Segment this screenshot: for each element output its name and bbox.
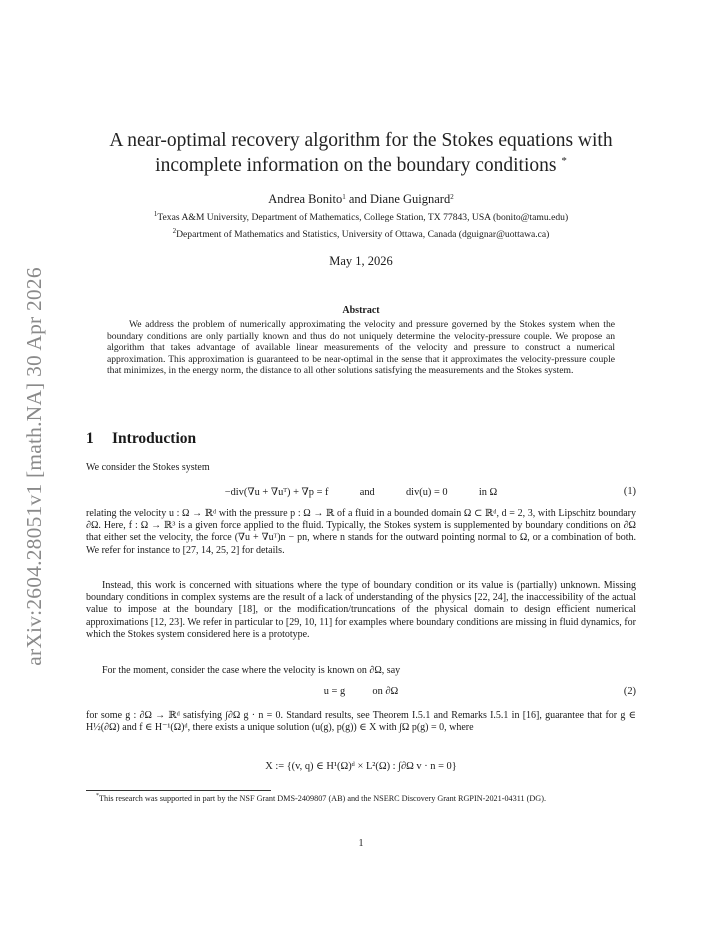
footnote-rule	[86, 790, 271, 791]
eq2-condition: u = g	[323, 686, 346, 697]
eq3-space-definition: X := {(v, q) ∈ H¹(Ω)ᵈ × L²(Ω) : ∫∂Ω v · n = 0}	[265, 761, 457, 772]
arxiv-identifier: arXiv:2604.28051v1 [math.NA] 30 Apr 2026	[21, 266, 46, 666]
paragraph-3: For the moment, consider the case where the velocity is known on ∂Ω, say	[102, 665, 401, 676]
affiliation-2: $^2$Department of Mathematics and Statistics, University of Ottawa, Canada (dguignar@uottawa.ca)	[172, 227, 550, 240]
eq1-domain: in Ω	[478, 487, 498, 498]
title-footnote-mark[interactable]: *	[561, 155, 567, 167]
eq1-and: and	[359, 487, 375, 498]
equation-2	[86, 686, 636, 702]
footnote: *This research was supported in part by the NSF Grant DMS-2409807 (AB) and the NSERC Discovery Grant RGPIN-2021-04311 (DG).	[96, 793, 546, 803]
equation-1	[86, 486, 636, 502]
publication-date: May 1, 2026	[329, 254, 393, 268]
equation-1-tag[interactable]: (1)	[623, 486, 636, 497]
section-title: Introduction	[112, 430, 197, 447]
intro-paragraph: We consider the Stokes system	[86, 462, 210, 473]
author-list: Andrea Bonito$^1$ and Diane Guignard$^2$	[268, 192, 454, 206]
eq1-momentum: −div(∇u + ∇uᵀ) + ∇p = f	[224, 487, 329, 498]
eq2-domain: on ∂Ω	[372, 686, 399, 697]
author-2: Diane Guignard	[370, 192, 451, 206]
equation-3	[86, 760, 636, 776]
equation-2-tag[interactable]: (2)	[623, 686, 636, 697]
title-line-1: A near-optimal recovery algorithm for the Stokes equations with	[109, 130, 613, 151]
paper-title	[86, 128, 636, 178]
abstract-heading: Abstract	[342, 305, 380, 316]
author-1: Andrea Bonito	[268, 192, 343, 206]
title-line-2: incomplete information on the boundary conditions *	[155, 155, 567, 176]
page-number: 1	[358, 838, 364, 849]
eq1-divergence: div(u) = 0	[405, 487, 448, 498]
arxiv-side-stamp	[18, 246, 50, 686]
paragraph-4: for some g : ∂Ω → ℝᵈ satisfying ∫∂Ω g · n = 0. Standard results, see Theorem I.5.1 and Remarks I.5.1 in [16], guarantee that for g ∈ H½(∂Ω) and f ∈ H⁻¹(Ω)ᵈ, there exists a unique solution (u(g), p(g)) ∈ X with ∫Ω p(g) = 0, where	[86, 710, 636, 734]
paragraph-1: relating the velocity u : Ω → ℝᵈ with the pressure p : Ω → ℝ of a fluid in a bounded domain Ω ⊂ ℝᵈ, d = 2, 3, with Lipschitz boundary ∂Ω. Here, f : Ω → ℝ³ is a given force applied to the fluid. Typically, the Stokes system is supplemented by boundary conditions on ∂Ω that either set the velocity, the force (∇u + ∇uᵀ)n − pn, where n stands for the outward pointing normal to Ω, or a combination of both. We refer for instance to [27, 14, 25, 2] for details.	[86, 508, 636, 556]
paragraph-2: Instead, this work is concerned with situations where the type of boundary condition or its value is (partially) unknown. Missing boundary conditions in complex systems are the result of a lack of understanding of the physics [22, 24], the inaccessibility of the actual value to impose at the boundary [18], or the modification/truncations of the physical domain to design efficient numerical approximations [12, 23]. We refer in particular to [29, 10, 11] for examples where boundary conditions are missing in fluid dynamics, for which the Stokes system considered here is a prototype.	[86, 580, 636, 640]
abstract-text: We address the problem of numerically approximating the velocity and pressure governed by the Stokes system when the boundary conditions are only partially known and thus do not uniquely determine the velocity-pressure couple. We propose an algorithm that takes advantage of available linear measurements of the velocity and pressure to construct a numerical approximation. This approximation is guaranteed to be near-optimal in the sense that it approximates the velocity-pressure couple that minimizes, in the energy norm, the distance to all other solutions satisfying the measurements and the Stokes system.	[107, 319, 615, 377]
section-number: 1	[86, 430, 94, 447]
section-heading	[86, 430, 196, 448]
affiliation-1: $^1$Texas A&M University, Department of Mathematics, College Station, TX 77843, USA (bonito@tamu.edu)	[153, 210, 569, 223]
